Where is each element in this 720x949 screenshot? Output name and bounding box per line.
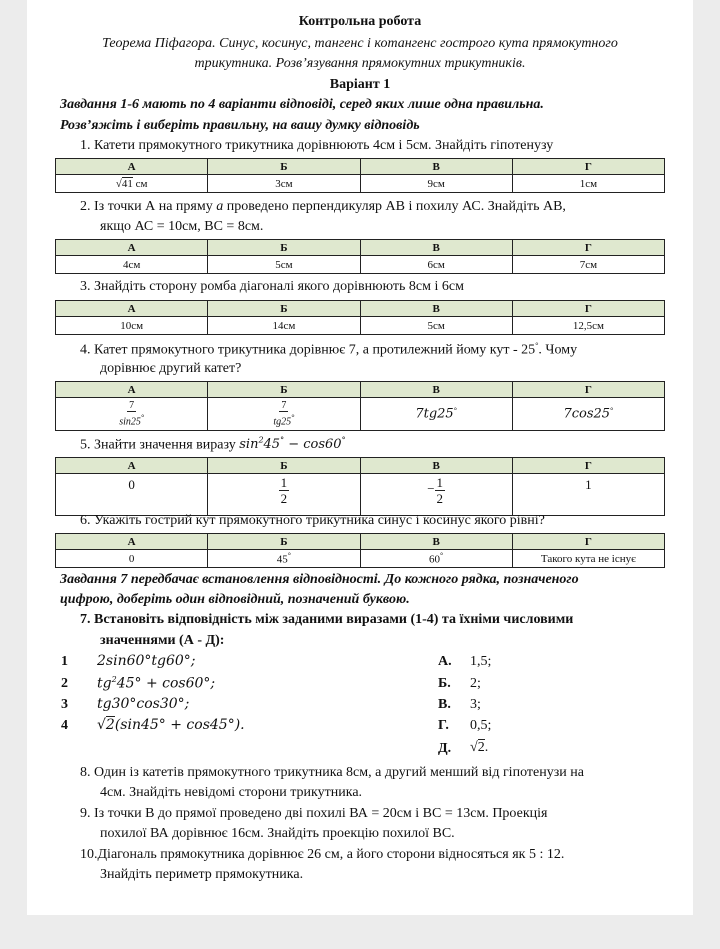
match-right-value: 2;	[470, 676, 481, 691]
match-left-number: 1	[61, 654, 68, 669]
subtitle-line-1: Теорема Піфагора. Синус, косинус, тангенс і котангенс гострого кута прямокутного	[102, 36, 618, 51]
task-1-question	[80, 138, 553, 154]
task-6-question	[80, 513, 545, 529]
option-header-d: Г	[512, 458, 664, 474]
match-left-expr-2: $tg^245^\circ + \cos 60^\circ$;	[97, 675, 216, 692]
option-d[interactable]: 7см	[512, 256, 664, 274]
instructions-line-2: Розв’яжіть і виберіть правильну, на вашу думку відповідь	[60, 118, 420, 133]
option-header-c: В	[360, 382, 512, 398]
task-7-intro-line-1: Завдання 7 передбачає встановлення відповідності. До кожного рядка, позначеного	[60, 572, 579, 587]
task-number: 3.	[80, 279, 91, 294]
option-header-d: Г	[512, 534, 664, 550]
task-9-question-line-2: похилої ВА дорівнює 16см. Знайдіть проекцію похилої ВС.	[100, 826, 455, 841]
option-header-c: В	[360, 159, 512, 175]
match-left-expr-4: √2(sin45° + cos45°).	[97, 717, 245, 733]
task-6-options-table	[55, 533, 665, 568]
task-text: Укажіть гострий кут прямокутного трикутника синус і косинус якого рівні?	[94, 513, 545, 528]
option-b[interactable]: 5см	[208, 256, 360, 274]
task-text: Знайдіть сторону ромба діагоналі якого дорівнюють 8см і 6см	[94, 279, 464, 294]
task-10-question: 10.Діагональ прямокутника дорівнює 26 см, а його сторони відносяться як 5 : 12.	[80, 847, 565, 862]
variant-label: Варіант 1	[329, 77, 391, 92]
match-right-value: 1,5;	[470, 654, 492, 669]
task-number: 6.	[80, 513, 91, 528]
match-left-expr-1: 2sin60°tg60°;	[97, 653, 196, 669]
task-4-options-table	[55, 381, 665, 431]
option-header-a: А	[56, 301, 208, 317]
match-right-value: 0,5;	[470, 718, 492, 733]
instructions-line-1: Завдання 1-6 мають по 4 варіанти відповіді, серед яких лише одна правильна.	[60, 97, 544, 112]
option-a[interactable]: √41 см	[56, 175, 208, 193]
option-header-a: А	[56, 159, 208, 175]
task-4-question: 4. Катет прямокутного трикутника дорівнює 7, а протилежний йому кут - 25°. Чому	[80, 341, 578, 358]
option-header-b: Б	[208, 382, 360, 398]
subtitle-line-2: трикутника. Розв’язування прямокутних трикутників.	[194, 56, 526, 71]
task-8-question: 8. Один із катетів прямокутного трикутника 8см, а другий менший від гіпотенузи на	[80, 765, 584, 780]
option-a[interactable]: $\frac{7}{\sin 25^\circ}$	[56, 398, 208, 431]
match-right-letter: В.	[438, 697, 451, 712]
task-8-question-line-2: 4см. Знайдіть невідомі сторони трикутника.	[100, 785, 363, 800]
task-5-question: 5. Знайти значення виразу $\sin^245^\circ - \cos 60^\circ$	[80, 436, 346, 453]
option-header-b: Б	[208, 534, 360, 550]
match-left-number: 3	[61, 697, 68, 712]
task-7-title: 7. Встановіть відповідність між заданими виразами (1-4) та їхніми числовими	[80, 612, 574, 627]
task-1-options-table	[55, 158, 665, 193]
option-header-b: Б	[208, 240, 360, 256]
task-3-question	[80, 279, 464, 295]
task-number: 5.	[80, 437, 91, 453]
task-2-options-table	[55, 239, 665, 274]
option-c[interactable]: − $\frac{1}{2}$	[360, 474, 512, 516]
option-header-c: В	[360, 301, 512, 317]
task-7-title-line-2: значеннями (А - Д):	[100, 633, 225, 648]
option-a[interactable]: 0	[56, 474, 208, 516]
option-header-d: Г	[512, 159, 664, 175]
option-a[interactable]: 0	[56, 550, 208, 568]
match-right-value: 3;	[470, 697, 481, 712]
option-header-b: Б	[208, 458, 360, 474]
option-header-c: В	[360, 240, 512, 256]
option-b[interactable]: $\frac{1}{2}$	[208, 474, 360, 516]
task-7-intro-line-2: цифрою, доберіть один відповідний, позначений буквою.	[60, 592, 410, 607]
match-right-letter: Б.	[438, 676, 451, 691]
option-a[interactable]: 4см	[56, 256, 208, 274]
task-number: 1.	[80, 138, 91, 153]
option-d[interactable]: 12,5см	[512, 317, 664, 335]
task-number: 4.	[80, 342, 91, 358]
option-b[interactable]: 14см	[208, 317, 360, 335]
match-right-letter: А.	[438, 654, 452, 669]
task-4-question-line-2: дорівнює другий катет?	[100, 361, 242, 376]
task-9-question: 9. Із точки В до прямої проведено дві похилі ВА = 20см і ВС = 13см. Проекція	[80, 806, 548, 821]
option-a[interactable]: 10см	[56, 317, 208, 335]
option-header-c: В	[360, 534, 512, 550]
option-header-b: Б	[208, 301, 360, 317]
option-header-b: Б	[208, 159, 360, 175]
task-10-question-line-2: Знайдіть периметр прямокутника.	[100, 867, 304, 882]
option-c[interactable]: 5см	[360, 317, 512, 335]
match-left-number: 2	[61, 676, 68, 691]
task-2-question: 2. Із точки А на пряму a проведено перпендикуляр АВ і похилу АС. Знайдіть АВ,	[80, 199, 566, 214]
option-d[interactable]: Такого кута не існує	[512, 550, 664, 568]
option-header-a: А	[56, 382, 208, 398]
option-header-d: Г	[512, 240, 664, 256]
option-header-a: А	[56, 534, 208, 550]
option-header-a: А	[56, 458, 208, 474]
option-header-c: В	[360, 458, 512, 474]
option-d[interactable]: 7cos25°	[512, 398, 664, 431]
option-b[interactable]: $\frac{7}{tg25^\circ}$	[208, 398, 360, 431]
match-right-value: √2.	[470, 740, 489, 755]
option-header-a: А	[56, 240, 208, 256]
task-5-options-table	[55, 457, 665, 516]
page-title: Контрольна робота	[298, 14, 422, 29]
match-left-expr-3: tg30°cos30°;	[97, 696, 190, 712]
option-d[interactable]: 1	[512, 474, 664, 516]
option-c[interactable]: 6см	[360, 256, 512, 274]
option-c[interactable]: 9см	[360, 175, 512, 193]
task-2-question-line-2: якщо АС = 10см, ВС = 8см.	[100, 219, 264, 234]
task-number: 2.	[80, 199, 91, 214]
option-header-d: Г	[512, 382, 664, 398]
task-text: Катети прямокутного трикутника дорівнюють 4см і 5см. Знайдіть гіпотенузу	[94, 138, 554, 153]
option-d[interactable]: 1см	[512, 175, 664, 193]
match-right-letter: Д.	[438, 741, 452, 756]
option-c[interactable]: 7tg25°	[360, 398, 512, 431]
option-header-d: Г	[512, 301, 664, 317]
option-b[interactable]: 3см	[208, 175, 360, 193]
option-c[interactable]: 60°	[360, 550, 512, 568]
match-left-number: 4	[61, 718, 68, 733]
task-3-options-table	[55, 300, 665, 335]
option-b[interactable]: 45°	[208, 550, 360, 568]
match-right-letter: Г.	[438, 718, 449, 733]
